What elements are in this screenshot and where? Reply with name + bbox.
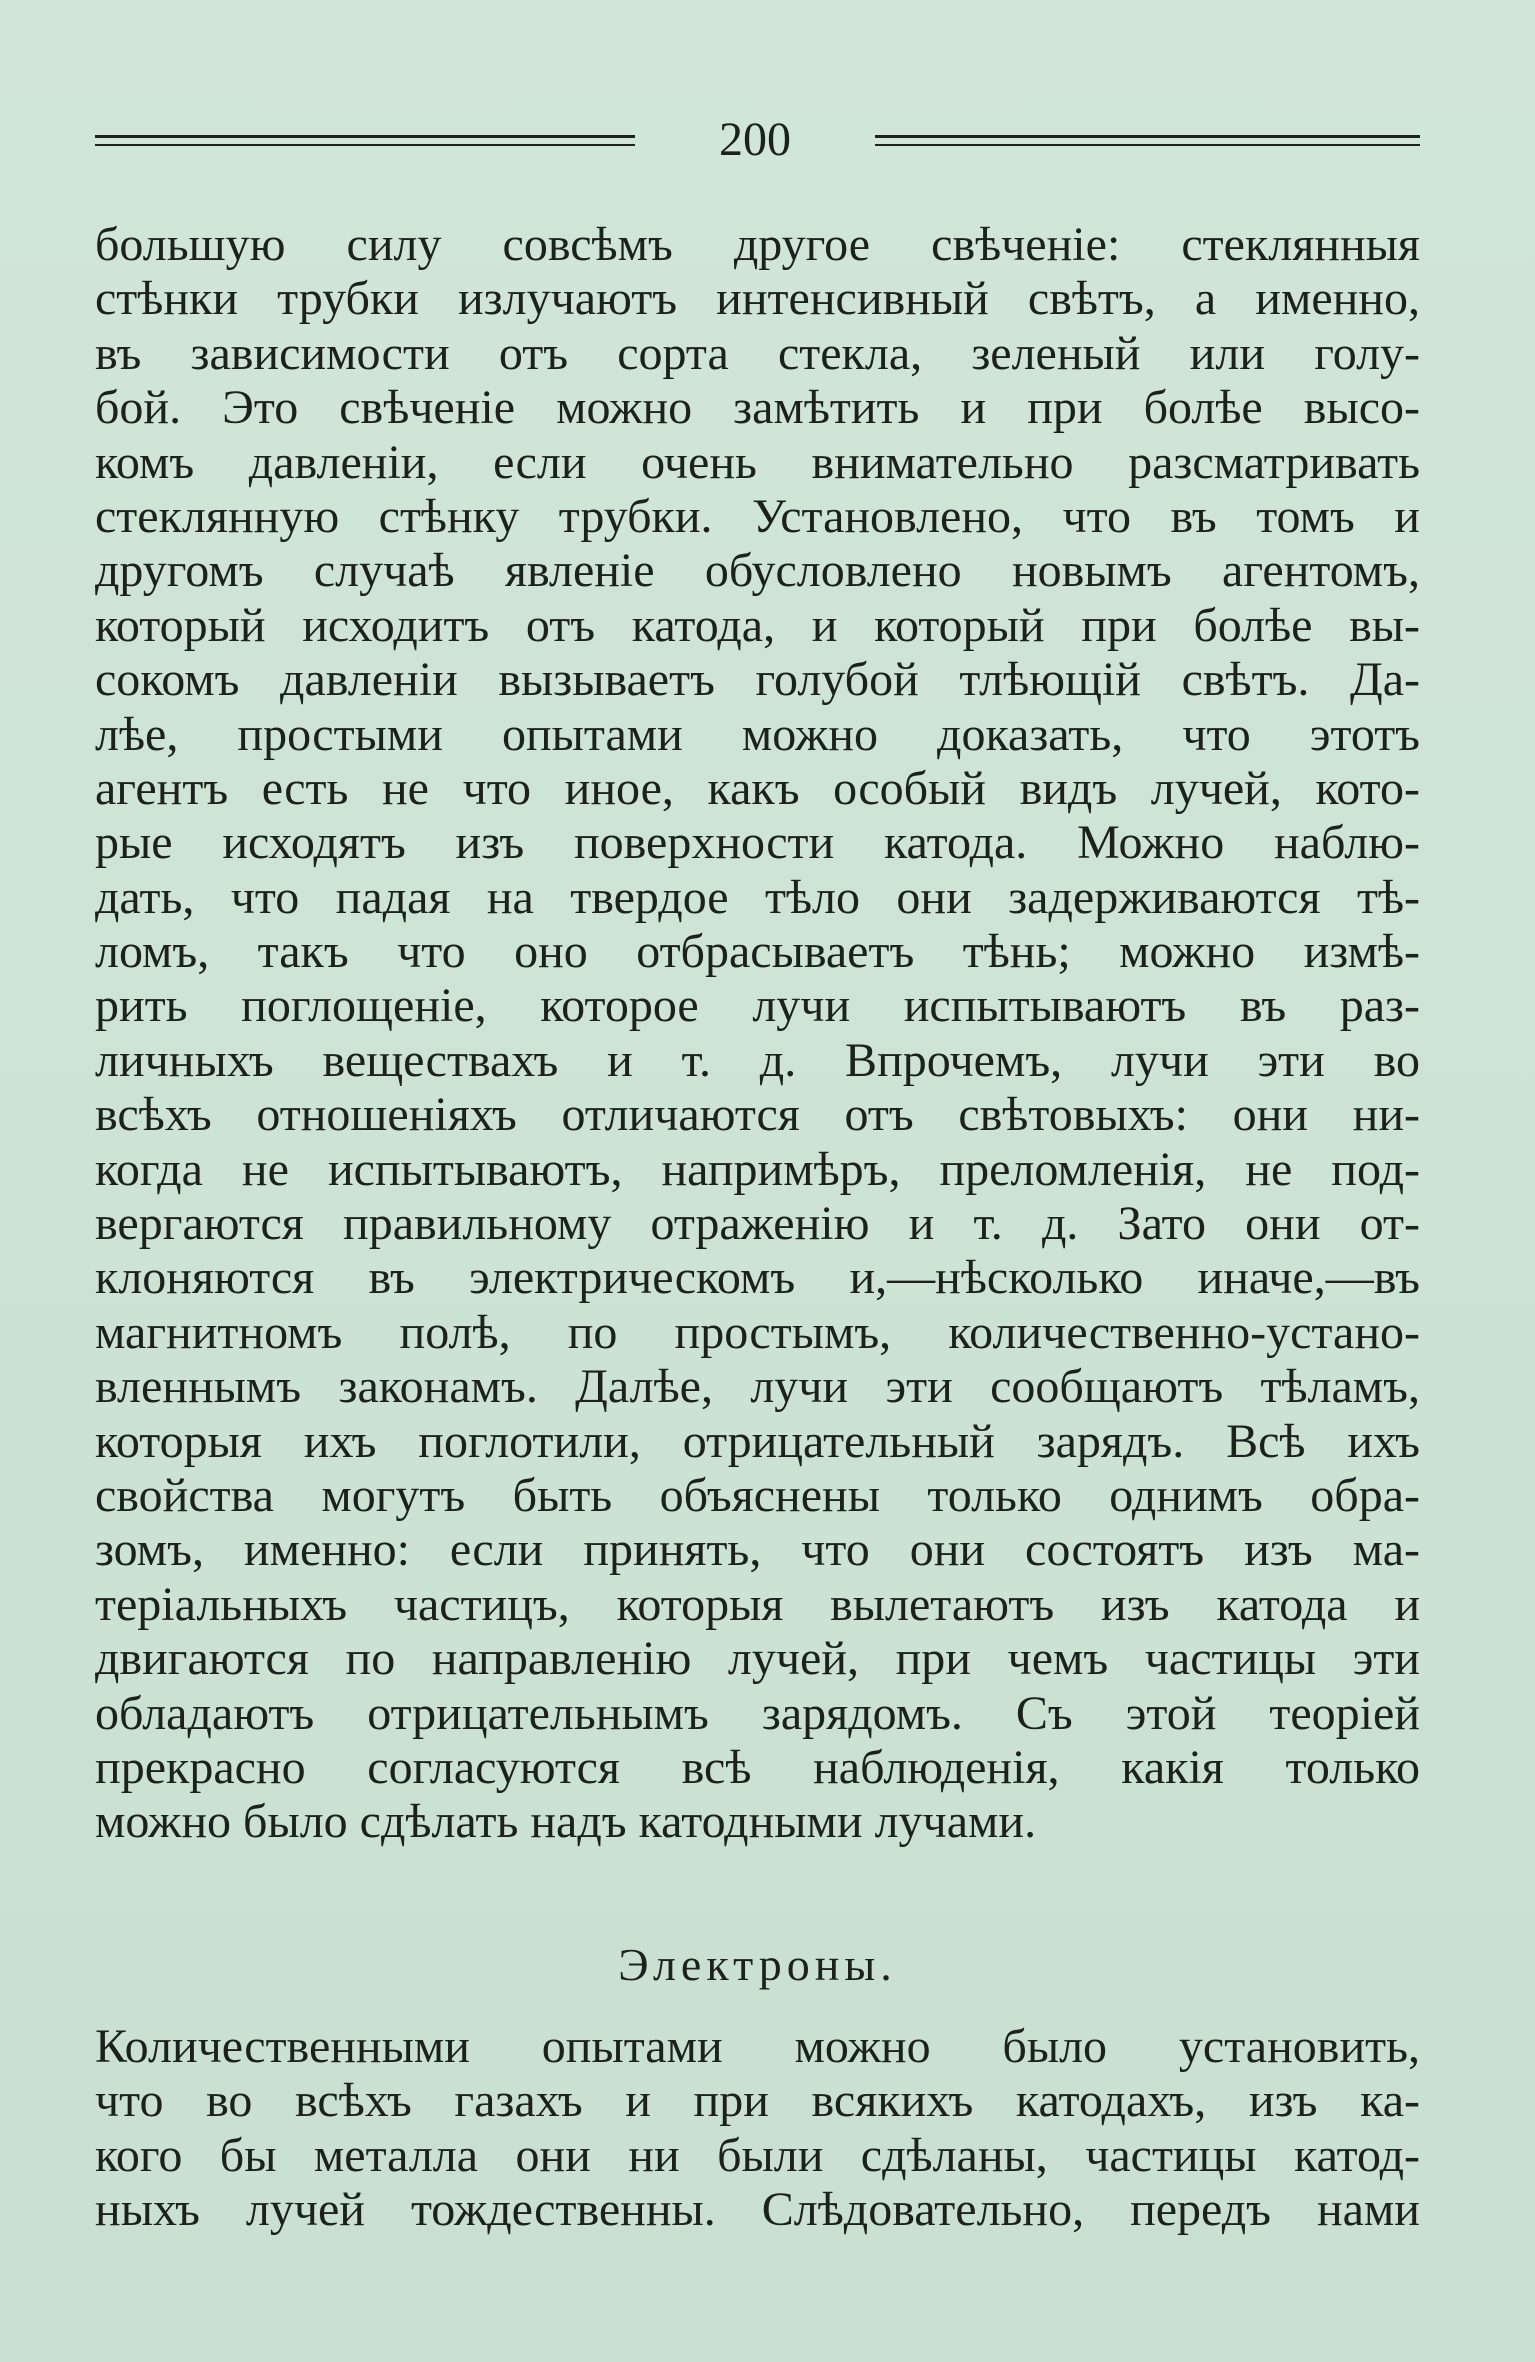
text-line: зомъ, именно: если принять, что они состоятъ изъ ма- xyxy=(95,1523,1420,1577)
text-line: вергаются правильному отраженію и т. д. Зато они от- xyxy=(95,1197,1420,1251)
text-line: другомъ случаѣ явленіе обусловлено новымъ агентомъ, xyxy=(95,544,1420,598)
text-line: вленнымъ законамъ. Далѣе, лучи эти сообщаютъ тѣламъ, xyxy=(95,1360,1420,1414)
text-line: комъ давленіи, если очень внимательно разсматривать xyxy=(95,435,1420,489)
paragraph-electrons xyxy=(95,2020,1420,2238)
paragraph-cathode-rays xyxy=(95,218,1420,1850)
text-line: двигаются по направленію лучей, при чемъ частицы эти xyxy=(95,1632,1420,1686)
text-line: стеклянную стѣнку трубки. Установлено, что въ томъ и xyxy=(95,489,1420,543)
text-line: рить поглощеніе, которое лучи испытываютъ въ раз- xyxy=(95,979,1420,1033)
text-line: когда не испытываютъ, напримѣръ, преломленія, не под- xyxy=(95,1142,1420,1196)
text-line: бой. Это свѣченіе можно замѣтить и при болѣе высо- xyxy=(95,381,1420,435)
section-heading-electrons: Электроны. xyxy=(618,1939,897,1990)
text-line: свойства могутъ быть объяснены только однимъ обра- xyxy=(95,1468,1420,1522)
text-line: ныхъ лучей тождественны. Слѣдовательно, передъ нами xyxy=(95,2183,1420,2237)
text-line: ломъ, такъ что оно отбрасываетъ тѣнь; можно измѣ- xyxy=(95,925,1420,979)
header-rule-right xyxy=(875,135,1420,147)
page-number: 200 xyxy=(719,113,791,166)
text-line: стѣнки трубки излучаютъ интенсивный свѣтъ, а именно, xyxy=(95,272,1420,326)
text-line: личныхъ веществахъ и т. д. Впрочемъ, лучи эти во xyxy=(95,1033,1420,1087)
text-line: который исходитъ отъ катода, и который при болѣе вы- xyxy=(95,598,1420,652)
text-line: агентъ есть не что иное, какъ особый видъ лучей, кото- xyxy=(95,761,1420,815)
text-line: прекрасно согласуются всѣ наблюденія, какія только xyxy=(95,1740,1420,1794)
text-line: клоняются въ электрическомъ и,—нѣсколько иначе,—въ xyxy=(95,1251,1420,1305)
text-line: обладаютъ отрицательнымъ зарядомъ. Съ этой теоріей xyxy=(95,1686,1420,1740)
text-line: всѣхъ отношеніяхъ отличаются отъ свѣтовыхъ: они ни- xyxy=(95,1088,1420,1142)
page-header xyxy=(95,110,1420,170)
text-line: большую силу совсѣмъ другое свѣченіе: стеклянныя xyxy=(95,218,1420,271)
text-line: дать, что падая на твердое тѣло они задерживаются тѣ- xyxy=(95,870,1420,924)
text-line: что во всѣхъ газахъ и при всякихъ катодахъ, изъ ка- xyxy=(95,2074,1420,2128)
text-line: теріальныхъ частицъ, которыя вылетаютъ изъ катода и xyxy=(95,1577,1420,1631)
text-line: сокомъ давленіи вызываетъ голубой тлѣющій свѣтъ. Да- xyxy=(95,653,1420,707)
text-line: рые исходятъ изъ поверхности катода. Можно наблю- xyxy=(95,816,1420,870)
text-line: которыя ихъ поглотили, отрицательный зарядъ. Всѣ ихъ xyxy=(95,1414,1420,1468)
text-line: Количественными опытами можно было установить, xyxy=(95,2020,1420,2073)
header-rule-left xyxy=(95,135,635,147)
text-line: въ зависимости отъ сорта стекла, зеленый или голу- xyxy=(95,326,1420,380)
text-line: можно было сдѣлать надъ катодными лучами. xyxy=(95,1795,1037,1849)
text-line: магнитномъ полѣ, по простымъ, количественно-устано- xyxy=(95,1305,1420,1359)
text-line: кого бы металла они ни были сдѣланы, частицы катод- xyxy=(95,2128,1420,2182)
text-line: лѣе, простыми опытами можно доказать, что этотъ xyxy=(95,707,1420,761)
